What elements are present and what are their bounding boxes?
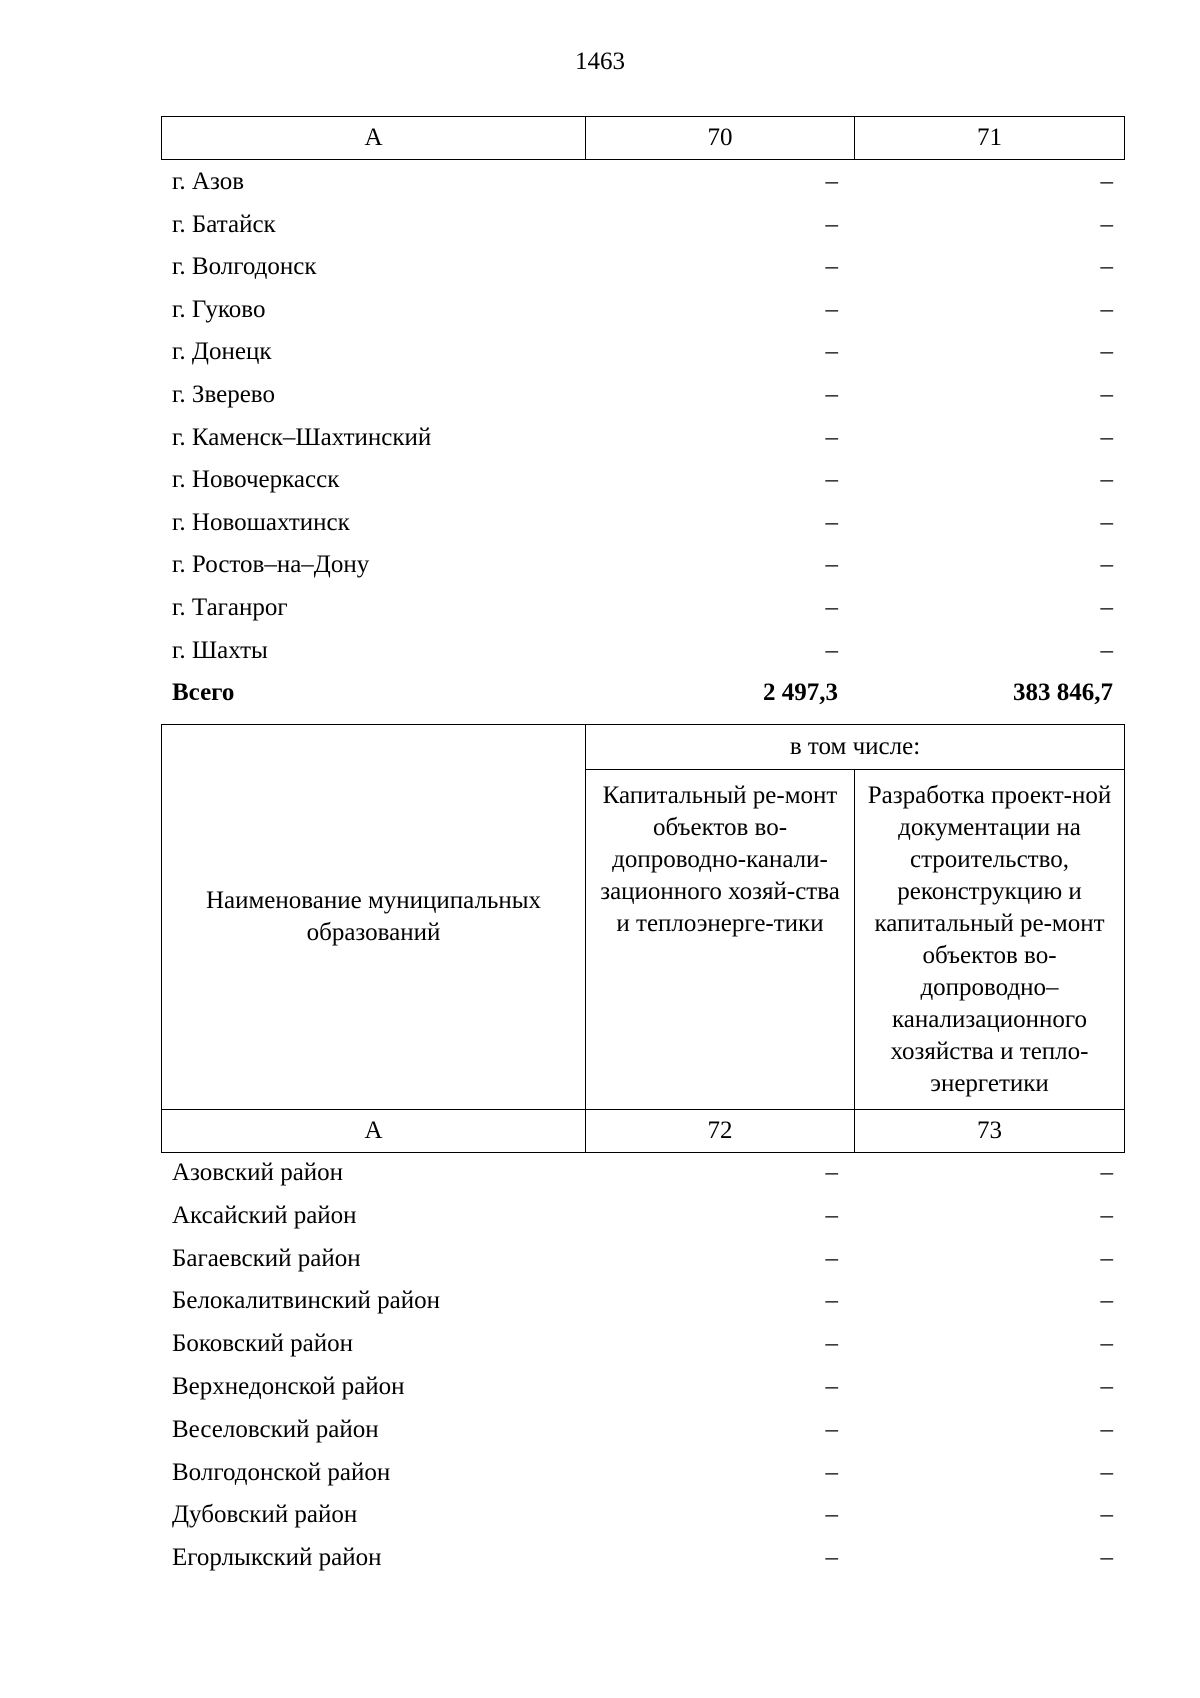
table2-index-col-73: 73 xyxy=(855,1110,1125,1153)
row-value-1: – xyxy=(825,295,838,323)
row-name: г. Волгодонск xyxy=(172,253,317,281)
row-name: г. Новошахтинск xyxy=(172,508,350,536)
row-name: Егорлыкский район xyxy=(172,1544,382,1572)
row-value-1: – xyxy=(825,1159,838,1186)
row-name: г. Зверево xyxy=(172,380,275,408)
table-row xyxy=(161,1451,1124,1494)
row-value-1: – xyxy=(825,1330,838,1358)
row-value-1: – xyxy=(825,423,838,451)
row-value-2: – xyxy=(1100,1372,1113,1400)
row-value-1: – xyxy=(825,210,838,238)
row-value-2: – xyxy=(1100,1159,1113,1186)
row-name: Азовский район xyxy=(172,1159,344,1186)
row-name: Волгодонской район xyxy=(172,1458,391,1486)
row-value-1: – xyxy=(825,338,838,366)
table-row xyxy=(161,204,1124,247)
table-row xyxy=(161,1408,1124,1451)
table-row xyxy=(161,289,1124,332)
table2-header-col-73 xyxy=(855,770,1125,1110)
table-row xyxy=(161,1536,1124,1579)
row-name: г. Батайск xyxy=(172,210,276,238)
table-row xyxy=(161,417,1124,460)
row-value-2: – xyxy=(1100,423,1113,451)
table2-header-group: в том числе: xyxy=(586,725,1125,770)
table-row xyxy=(161,246,1124,289)
table1-header-col-71: 71 xyxy=(855,117,1125,160)
row-value-2: – xyxy=(1100,1287,1113,1315)
row-value-2: – xyxy=(1100,295,1113,323)
row-name: г. Таганрог xyxy=(172,593,288,621)
row-value-2: – xyxy=(1100,1330,1113,1358)
table-row xyxy=(161,1237,1124,1280)
row-value-2: – xyxy=(1100,1501,1113,1529)
row-name: г. Ростов–на–Дону xyxy=(172,551,370,579)
table2-header-name-text: Наименование муниципальных образований xyxy=(205,887,542,946)
row-value-1: – xyxy=(825,1244,838,1272)
table2-header-col-72-text: Капитальный ре-монт объектов во-допроводно-канали-зационного хозяй-ства и теплоэнерге-тики xyxy=(600,782,840,937)
row-name: г. Шахты xyxy=(172,636,268,664)
row-value-2: – xyxy=(1100,551,1113,579)
row-value-1: – xyxy=(825,380,838,408)
row-value-2: – xyxy=(1100,380,1113,408)
row-value-1: – xyxy=(825,1458,838,1486)
row-value-2: – xyxy=(1100,593,1113,621)
row-value-1: – xyxy=(825,466,838,494)
table-row xyxy=(161,544,1124,587)
row-value-2: – xyxy=(1100,1544,1113,1572)
row-name: Белокалитвинский район xyxy=(172,1287,440,1315)
row-value-2: – xyxy=(1100,1244,1113,1272)
row-value-2: – xyxy=(1100,210,1113,238)
row-value-1: – xyxy=(825,1287,838,1315)
table2-header-col-72 xyxy=(586,770,855,1110)
table1-header xyxy=(161,116,1125,160)
row-value-1: – xyxy=(825,253,838,281)
table-row xyxy=(161,161,1124,204)
table-row xyxy=(161,459,1124,502)
table2-index-col-a: А xyxy=(162,1110,586,1153)
table-row xyxy=(161,1194,1124,1237)
row-value-1: – xyxy=(825,1501,838,1529)
row-name: г. Донецк xyxy=(172,338,272,366)
row-name: Аксайский район xyxy=(172,1201,357,1229)
row-value-1: – xyxy=(825,508,838,536)
row-value-1: – xyxy=(825,1372,838,1400)
row-value-1: – xyxy=(825,1201,838,1229)
table-row xyxy=(161,1322,1124,1365)
row-value-1: – xyxy=(825,593,838,621)
row-value-2: – xyxy=(1100,338,1113,366)
row-name: г. Каменск–Шахтинский xyxy=(172,423,432,451)
table-row-total xyxy=(161,672,1124,715)
table2-header-name xyxy=(162,725,586,1110)
row-name: Веселовский район xyxy=(172,1415,379,1443)
table-row xyxy=(161,374,1124,417)
table-row xyxy=(161,502,1124,545)
table2-body xyxy=(161,1151,1124,1579)
row-name: Верхнедонской район xyxy=(172,1372,405,1400)
table-row xyxy=(161,587,1124,630)
row-value-1: – xyxy=(825,1415,838,1443)
row-value-1: – xyxy=(825,551,838,579)
row-name: Дубовский район xyxy=(172,1501,358,1529)
row-value-2: – xyxy=(1100,168,1113,195)
row-name: Боковский район xyxy=(172,1330,353,1358)
row-value-2: – xyxy=(1100,1415,1113,1443)
table-row xyxy=(161,1493,1124,1536)
table-row xyxy=(161,1151,1124,1194)
total-value-2: 383 846,7 xyxy=(1013,679,1113,707)
row-name: г. Гуково xyxy=(172,295,266,323)
table2-header xyxy=(161,724,1125,1153)
table-row xyxy=(161,331,1124,374)
table-row xyxy=(161,1279,1124,1322)
row-value-1: – xyxy=(825,636,838,664)
table1-body xyxy=(161,161,1124,715)
total-label: Всего xyxy=(172,679,235,707)
row-value-2: – xyxy=(1100,508,1113,536)
row-value-2: – xyxy=(1100,466,1113,494)
row-name: г. Азов xyxy=(172,168,245,195)
table-row xyxy=(161,1365,1124,1408)
row-name: Багаевский район xyxy=(172,1244,361,1272)
row-value-2: – xyxy=(1100,1458,1113,1486)
row-value-2: – xyxy=(1100,636,1113,664)
table-row xyxy=(161,630,1124,673)
row-value-1: – xyxy=(825,1544,838,1572)
table2-index-col-72: 72 xyxy=(586,1110,855,1153)
row-value-2: – xyxy=(1100,253,1113,281)
table1-header-col-a: А xyxy=(162,117,586,160)
table2-header-col-73-text: Разработка проект-ной документации на строительство, реконструкцию и капитальный ре-монт объектов во-допроводно–канализационного хозяйства и тепло-энергетики xyxy=(867,782,1112,1097)
row-name: г. Новочеркасск xyxy=(172,466,340,494)
table1-header-col-70: 70 xyxy=(586,117,855,160)
total-value-1: 2 497,3 xyxy=(763,679,838,707)
page-number: 1463 xyxy=(575,48,625,75)
row-value-1: – xyxy=(825,168,838,195)
row-value-2: – xyxy=(1100,1201,1113,1229)
